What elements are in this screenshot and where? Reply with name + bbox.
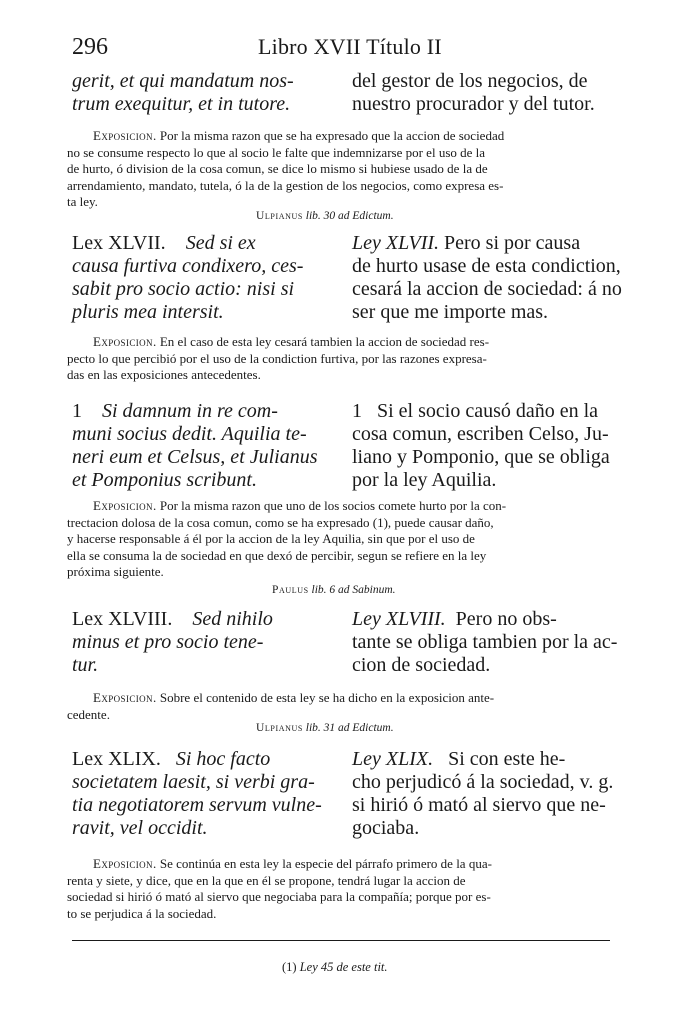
latin-line: muni socius dedit. Aquilia te-: [72, 423, 307, 445]
exposition-paragraph: [67, 498, 616, 581]
running-head: Libro XVII Título II: [258, 34, 442, 59]
latin-column: [72, 748, 322, 840]
latin-line: trum exequitur, et in tutore.: [72, 93, 291, 115]
latin-line: Lex XLVIII. Sed nihilo: [72, 608, 273, 630]
latin-line: gerit, et qui mandatum nos-: [72, 70, 294, 92]
page-header: [72, 34, 620, 64]
exposition-line: Exposicion. Sobre el contenido de esta ley se ha dicho en la exposicion ante-: [93, 690, 495, 705]
source-citation: Paulus lib. 6 ad Sabinum.: [272, 584, 396, 596]
latin-line: Lex XLVII. Sed si ex: [72, 232, 256, 254]
lex-heading: Lex XLVIII.: [72, 608, 173, 630]
spanish-line: gociaba.: [352, 817, 420, 839]
exposition-line: y hacerse responsable á él por la accion de la ley Aquilia, sin que por el uso de: [67, 531, 475, 546]
spanish-line: 1 Si el socio causó daño en la: [352, 400, 599, 422]
exposition-line: Exposicion. En el caso de esta ley cesará tambien la accion de sociedad res-: [93, 334, 490, 349]
spanish-column: [352, 70, 595, 116]
exposition-line: to se perjudica á la sociedad.: [67, 905, 217, 921]
spanish-line: de hurto usase de esta condiction,: [352, 255, 621, 277]
spanish-column: [352, 232, 622, 324]
latin-line: causa furtiva condixero, ces-: [72, 255, 304, 277]
ley-heading: Ley XLVIII.: [352, 608, 446, 630]
latin-line: minus et pro socio tene-: [72, 631, 264, 653]
exposition-line: arrendamiento, mandato, tutela, ó la de la gestion de los negocios, como expresa es-: [67, 177, 504, 193]
exposition-line: Exposicion. Por la misma razon que se ha expresado que la accion de sociedad: [93, 128, 505, 143]
latin-line: sabit pro socio actio: nisi si: [72, 278, 295, 300]
lex-heading: Lex XLVII.: [72, 232, 166, 254]
exposition-line: de hurto, ó division de la cosa comun, se dice lo mismo si hubiese usado de la de: [67, 161, 488, 176]
latin-line: tur.: [72, 654, 99, 676]
exposition-line: Exposicion. Se continúa en esta ley la especie del párrafo primero de la qua-: [93, 856, 492, 871]
exposition-line: trectacion dolosa de la cosa comun, como se ha expresado (1), puede causar daño,: [67, 514, 494, 530]
latin-column: [72, 232, 303, 324]
exposition-line: das en las exposiciones antecedentes.: [67, 367, 261, 382]
latin-column: [72, 608, 273, 677]
footnote: [282, 960, 388, 975]
latin-line: pluris mea intersit.: [72, 301, 224, 323]
ley-heading: Ley XLVII.: [352, 232, 440, 254]
spanish-line: cosa comun, escriben Celso, Ju-: [352, 423, 609, 445]
latin-line: neri eum et Celsus, et Julianus: [72, 446, 318, 468]
footnote-mark: (1): [282, 960, 297, 974]
spanish-line: cesará la accion de sociedad: á no: [352, 278, 622, 300]
spanish-column: [352, 608, 617, 677]
spanish-column: [352, 400, 610, 492]
exposition-paragraph: [67, 128, 616, 211]
exposition-line: ta ley.: [67, 194, 98, 209]
spanish-line: del gestor de los negocios, de: [352, 70, 588, 92]
spanish-line: tante se obliga tambien por la ac-: [352, 631, 618, 653]
exposition-label: Exposicion.: [93, 334, 157, 349]
latin-line: ravit, vel occidit.: [72, 817, 208, 839]
exposition-line: renta y siete, y dice, que en la que en él se propone, tendrá lugar la accion de: [67, 872, 466, 888]
exposition-label: Exposicion.: [93, 690, 157, 705]
spanish-line: por la ley Aquilia.: [352, 469, 497, 491]
footnote-text: Ley 45 de este tit.: [299, 960, 388, 974]
spanish-line: liano y Pomponio, que se obliga: [352, 446, 610, 468]
exposition-paragraph: [67, 856, 616, 922]
latin-column: [72, 70, 294, 116]
lex-heading: Lex XLIX.: [72, 748, 161, 770]
latin-line: Lex XLIX. Si hoc facto: [72, 748, 271, 770]
spanish-line: si hirió ó mató al siervo que ne-: [352, 794, 606, 816]
latin-line: societatem laesit, si verbi gra-: [72, 771, 315, 793]
spanish-line: cion de sociedad.: [352, 654, 491, 676]
section-number: 1: [352, 400, 362, 422]
exposition-line: Exposicion. Por la misma razon que uno de los socios comete hurto por la con-: [93, 498, 507, 513]
exposition-line: pecto lo que percibió por el uso de la condiction furtiva, por las razones expresa-: [67, 350, 487, 366]
spanish-line: cho perjudicó á la sociedad, v. g.: [352, 771, 614, 793]
latin-line: et Pomponius scribunt.: [72, 469, 257, 491]
exposition-line: próxima siguiente.: [67, 564, 164, 579]
source-citation: Ulpianus lib. 31 ad Edictum.: [256, 722, 394, 734]
exposition-label: Exposicion.: [93, 128, 157, 143]
spanish-line: nuestro procurador y del tutor.: [352, 93, 595, 115]
exposition-label: Exposicion.: [93, 498, 157, 513]
spanish-line: Ley XLVIII. Pero no obs-: [352, 608, 557, 630]
spanish-column: [352, 748, 613, 840]
page-number: 296: [72, 34, 108, 60]
exposition-line: no se consume respecto lo que al socio le falte que indemnizarse por el uso de la: [67, 144, 486, 160]
exposition-paragraph: [67, 690, 616, 723]
spanish-line: ser que me importe mas.: [352, 301, 549, 323]
exposition-line: cedente.: [67, 706, 110, 722]
spanish-line: Ley XLVII. Pero si por causa: [352, 232, 581, 254]
exposition-label: Exposicion.: [93, 856, 157, 871]
footnote-rule: [72, 940, 610, 941]
spanish-line: Ley XLIX. Si con este he-: [352, 748, 566, 770]
exposition-line: sociedad si hirió ó mató al siervo que negociaba para la compañía; porque por es-: [67, 889, 491, 904]
source-citation: Ulpianus lib. 30 ad Edictum.: [256, 210, 394, 222]
latin-column: [72, 400, 318, 492]
exposition-paragraph: [67, 334, 616, 384]
ley-heading: Ley XLIX.: [352, 748, 434, 770]
latin-line: tia negotiatorem servum vulne-: [72, 794, 322, 816]
latin-line: 1 Si damnum in re com-: [72, 400, 278, 422]
exposition-line: ella se consuma la de sociedad en que dexó de percibir, segun se refiere en la ley: [67, 547, 487, 563]
section-number: 1: [72, 400, 82, 422]
